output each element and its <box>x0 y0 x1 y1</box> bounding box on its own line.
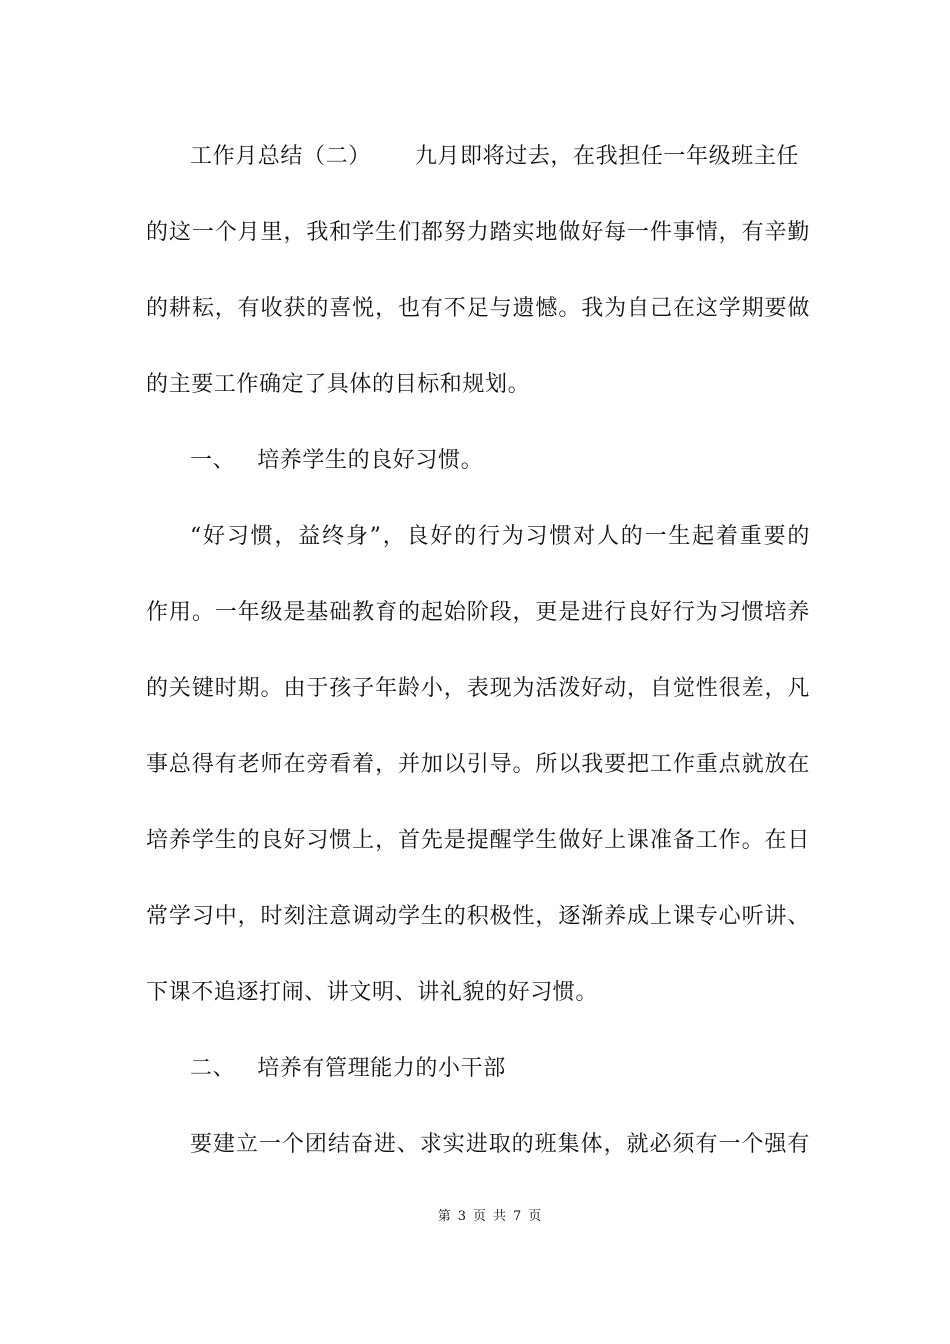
paragraph-line: 的关键时期。由于孩子年龄小，表现为活泼好动，自觉性很差，凡 <box>146 676 810 701</box>
heading-text: 培养学生的良好习惯。 <box>257 448 484 473</box>
paragraph-line: 的耕耘，有收获的喜悦，也有不足与遗憾。我为自己在这学期要做 <box>146 296 810 321</box>
paragraph-line: 要建立一个团结奋进、求实进取的班集体，就必须有一个强有 <box>190 1132 810 1157</box>
footer-label-total: 共 <box>493 1209 508 1224</box>
paragraph-line: 作用。一年级是基础教育的起始阶段，更是进行良好行为习惯培养 <box>146 600 810 625</box>
paragraph-line: 常学习中，时刻注意调动学生的积极性，逐渐养成上课专心听讲、 <box>146 904 810 929</box>
paragraph-line: 的主要工作确定了具体的目标和规划。 <box>146 372 531 397</box>
heading-line <box>146 1040 810 1116</box>
footer-label-page: 第 <box>437 1209 452 1224</box>
section-title: 工作月总结（二） <box>190 144 371 169</box>
paragraph-line <box>146 128 810 204</box>
heading-line <box>146 432 810 508</box>
heading-text: 培养有管理能力的小干部 <box>257 1056 506 1081</box>
footer-total-pages: 7 <box>513 1209 523 1224</box>
footer-label-ye: 页 <box>528 1209 543 1224</box>
footer-current-page: 3 <box>457 1209 467 1224</box>
heading-number: 一、 <box>190 448 236 473</box>
footer-label-ye: 页 <box>472 1209 487 1224</box>
paragraph-text: 九月即将过去，在我担任一年级班主任 <box>414 144 800 169</box>
paragraph-line: 培养学生的良好习惯上，首先是提醒学生做好上课准备工作。在日 <box>146 828 810 853</box>
document-body <box>146 128 810 1192</box>
paragraph-line: 的这一个月里，我和学生们都努力踏实地做好每一件事情，有辛勤 <box>146 220 810 245</box>
page-footer <box>0 1205 950 1224</box>
paragraph-line: “好习惯，益终身”，良好的行为习惯对人的一生起着重要的 <box>190 524 810 549</box>
paragraph-line: 下课不追逐打闹、讲文明、讲礼貌的好习惯。 <box>146 980 599 1005</box>
paragraph-line: 事总得有老师在旁看着，并加以引导。所以我要把工作重点就放在 <box>146 752 810 777</box>
heading-number: 二、 <box>190 1056 236 1081</box>
